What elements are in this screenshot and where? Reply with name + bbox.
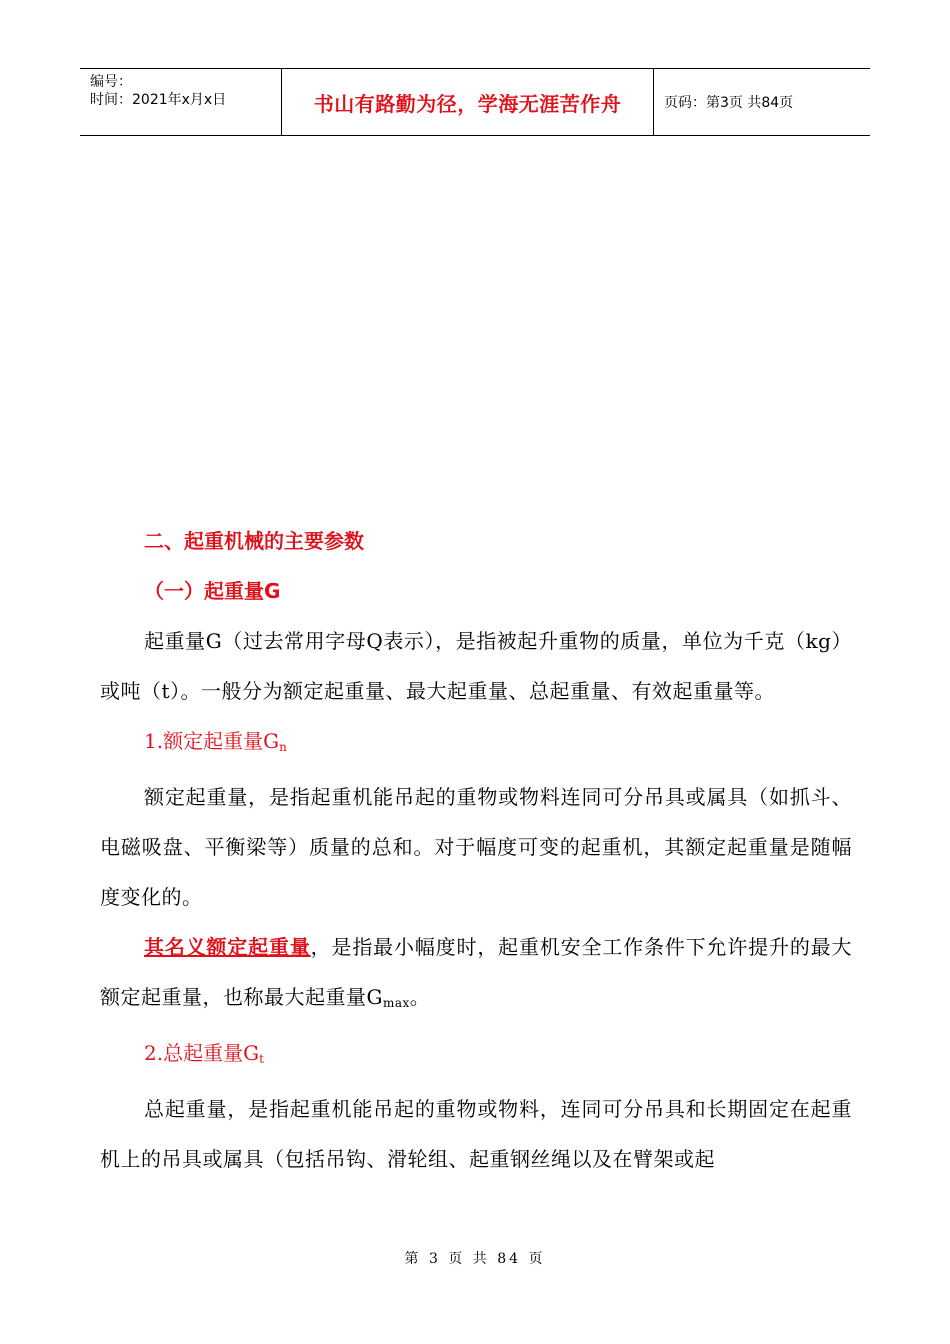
item-2-title-text: 2.总起重量G [144, 1041, 260, 1065]
emphasis-term: 其名义额定起重量 [144, 935, 311, 959]
item-1-title-text: 1.额定起重量G [144, 729, 280, 753]
paragraph-1: 起重量G（过去常用字母Q表示），是指被起升重物的质量，单位为千克（kg）或吨（t）。一般分为额定起重量、最大起重量、总起重量、有效起重量等。 [100, 629, 852, 703]
page-header [80, 68, 870, 136]
header-meta [80, 69, 282, 135]
paragraph-3-text: ，是指最小幅度时，起重机安全工作条件下允许提升的最大额定起重量，也称最大起重量G [100, 935, 853, 1009]
paragraph-3-end: 。 [409, 985, 431, 1009]
item-1-title [100, 716, 852, 772]
item-2-subscript: t [259, 1052, 264, 1066]
subsection-title: （一）起重量G [144, 579, 281, 603]
header-motto: 书山有路勤为径，学海无涯苦作舟 [282, 69, 654, 135]
paragraph-2: 额定起重量，是指起重机能吊起的重物或物料连同可分吊具或属具（如抓斗、电磁吸盘、平衡梁等）质量的总和。对于幅度可变的起重机，其额定起重量是随幅度变化的。 [100, 785, 852, 909]
header-page-info: 页码：第3页 共84页 [664, 95, 794, 111]
document-body [100, 516, 852, 1184]
paragraph-4: 总起重量，是指起重机能吊起的重物或物料，连同可分吊具和长期固定在起重机上的吊具或属具（包括吊钩、滑轮组、起重钢丝绳以及在臂架或起 [100, 1097, 852, 1171]
item-1-subscript: n [279, 740, 287, 754]
time-label: 时间：2021年x月x日 [90, 92, 227, 108]
page-footer: 第 3 页 共 84 页 [404, 1251, 546, 1267]
item-2-title [100, 1028, 852, 1084]
section-title: 二、起重机械的主要参数 [144, 529, 364, 553]
paragraph-3 [100, 922, 852, 1028]
gmax-subscript: max [382, 996, 410, 1010]
code-label: 编号： [90, 74, 132, 90]
